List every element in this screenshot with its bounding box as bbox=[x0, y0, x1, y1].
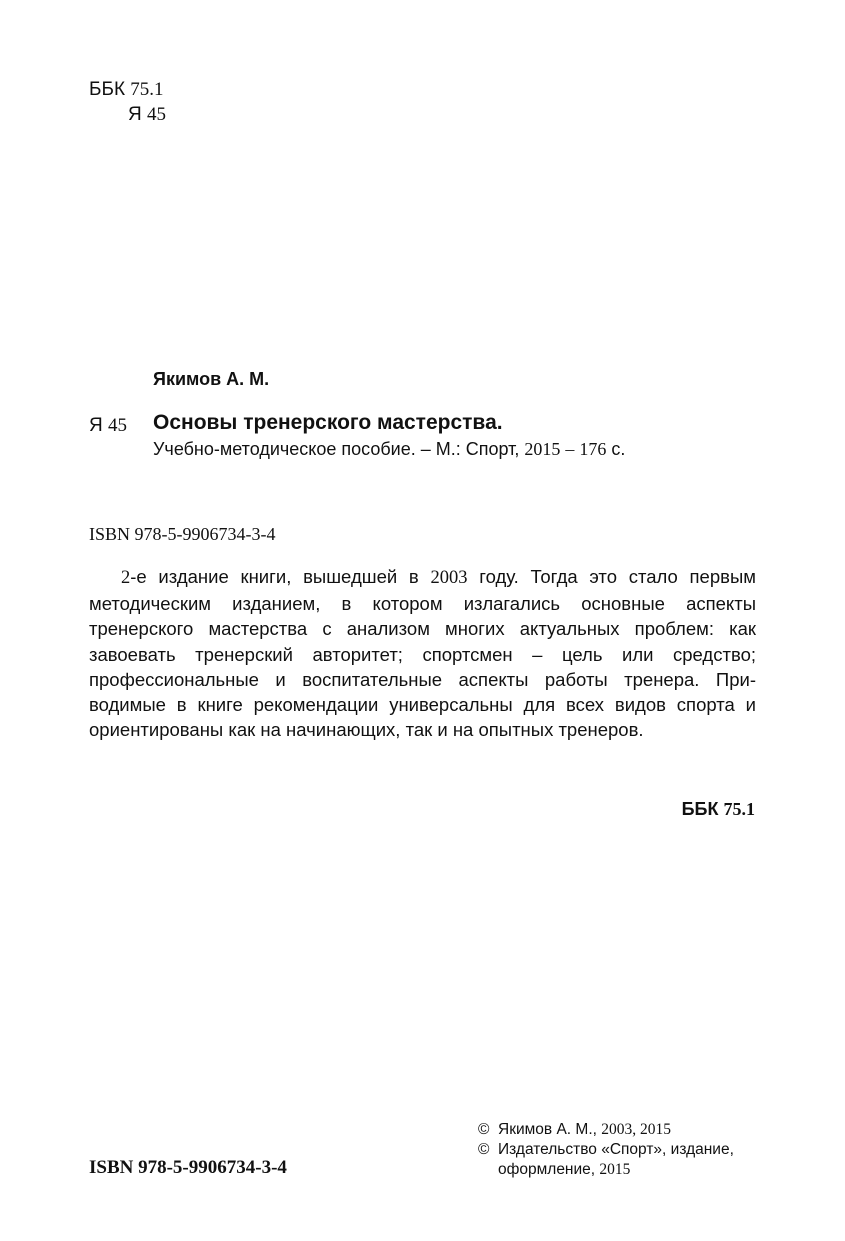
imprint-description: Учебно-методическое пособие. – М.: Спорт, bbox=[153, 439, 520, 459]
entry-mark-code: 45 bbox=[108, 415, 128, 436]
copyright-holder: Издательство «Спорт», издание, оформление, bbox=[498, 1141, 734, 1178]
imprint-dash: – bbox=[565, 439, 575, 459]
entry-mark-letter: Я bbox=[89, 415, 103, 436]
imprint-line bbox=[153, 439, 625, 460]
imprint-pages-unit: с. bbox=[611, 439, 626, 459]
author-mark-code: 45 bbox=[147, 104, 167, 125]
bbk-footer-label: ББК bbox=[681, 799, 719, 819]
footer-isbn: ISBN 978-5-9906734-3-4 bbox=[89, 1157, 287, 1178]
entry-author-mark bbox=[89, 414, 127, 438]
copyright-years: 2015 bbox=[599, 1161, 631, 1178]
bbk-label: ББК bbox=[89, 79, 126, 100]
isbn-line: ISBN 978-5-9906734-3-4 bbox=[89, 524, 276, 544]
bbk-classification bbox=[89, 78, 164, 102]
imprint-pages: 176 bbox=[579, 439, 607, 459]
abstract-lead-number: 2 bbox=[121, 568, 131, 588]
author-mark bbox=[128, 103, 166, 127]
book-title: Основы тренерского мастерства. bbox=[153, 411, 503, 434]
imprint-year: 2015 bbox=[524, 439, 561, 459]
author-mark-letter: Я bbox=[128, 104, 142, 125]
abstract-paragraph bbox=[89, 564, 756, 742]
bbk-footer-code: 75.1 bbox=[723, 799, 755, 819]
copyright-symbol: © bbox=[478, 1141, 490, 1158]
copyright-holder: Якимов А. М., bbox=[498, 1121, 602, 1138]
copyright-author bbox=[478, 1120, 763, 1140]
abstract-text-2: году. Тогда это стало первым методическим изданием, в котором излагались основные аспекты тренерского мастерства с анализом многих актуальных проблем: как завоевать тренерский авторитет; спортсмен – цель или средство; профессиональные и воспитательные аспекты работы тренера. Приводимые в книге рекомендации универсальны для всех видов спорта и ориентированы как на начинающих, так и на опытных тренеров. bbox=[89, 566, 756, 741]
abstract-text-1: -е издание книги, вышедшей в bbox=[130, 566, 431, 587]
author-name: Якимов А. М. bbox=[153, 369, 270, 389]
abstract-year: 2003 bbox=[430, 568, 468, 588]
bbk-code: 75.1 bbox=[130, 79, 164, 100]
copyright-block bbox=[478, 1120, 763, 1180]
copyright-symbol: © bbox=[478, 1121, 490, 1138]
copyright-publisher bbox=[478, 1140, 763, 1180]
bbk-footer bbox=[560, 799, 755, 820]
copyright-years: 2003, 2015 bbox=[601, 1121, 671, 1138]
